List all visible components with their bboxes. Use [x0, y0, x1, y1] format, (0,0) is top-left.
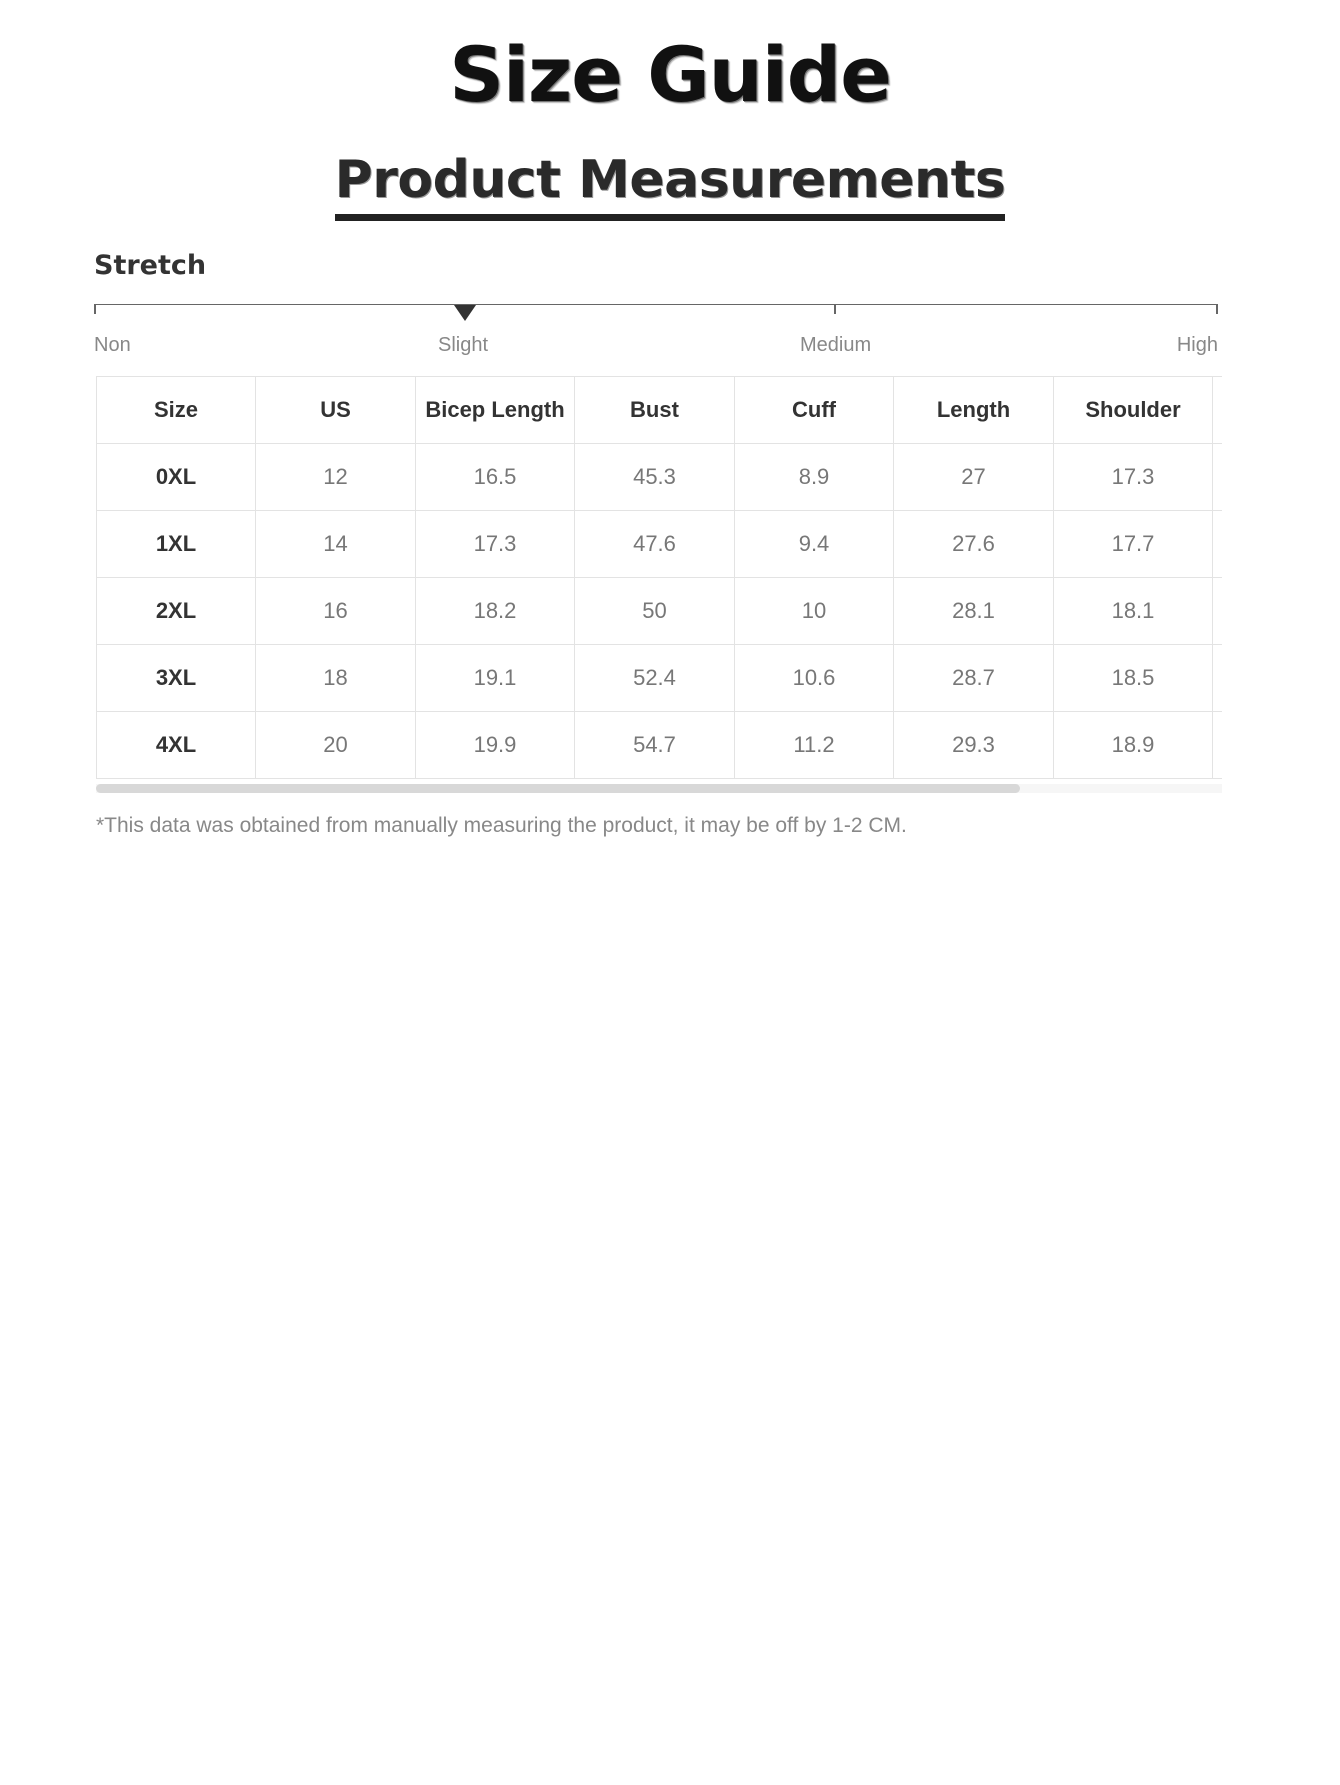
- table-cell: 8.9: [735, 444, 894, 511]
- table-cell: 47.6: [575, 511, 735, 578]
- table-cell: 16: [256, 578, 416, 645]
- page-title: Size Guide: [449, 30, 891, 119]
- size-table: [96, 376, 1222, 779]
- table-header-row: [97, 377, 1223, 444]
- table-cell: 16.5: [416, 444, 575, 511]
- table-cell: 28.7: [894, 645, 1054, 712]
- size-table-scroll[interactable]: [96, 376, 1222, 794]
- table-row: [97, 712, 1223, 779]
- section-subtitle: Product Measurements: [335, 150, 1006, 221]
- stretch-label: Stretch: [94, 250, 207, 281]
- table-cell: 17.3: [416, 511, 575, 578]
- table-cell: 17.3: [1054, 444, 1213, 511]
- table-cell: 11.2: [735, 712, 894, 779]
- table-cell: 50: [575, 578, 735, 645]
- table-cell: 14: [256, 511, 416, 578]
- table-cell: 10: [735, 578, 894, 645]
- table-cell: 52.4: [575, 645, 735, 712]
- table-cell: 18.5: [1054, 645, 1213, 712]
- table-cell: 20: [256, 712, 416, 779]
- stretch-level-high: High: [1176, 334, 1218, 356]
- subtitle-container: [0, 150, 1340, 221]
- table-cell: 18: [256, 645, 416, 712]
- table-cell: 29.3: [894, 712, 1054, 779]
- stretch-level-slight: Slight: [438, 334, 489, 356]
- scrollbar-thumb[interactable]: [96, 784, 1020, 793]
- table-cell: 18.1: [1054, 578, 1213, 645]
- table-cell: 17.7: [1054, 511, 1213, 578]
- table-cell: 54.7: [575, 712, 735, 779]
- table-row: [97, 645, 1223, 712]
- column-header: Bicep Length: [416, 377, 575, 444]
- table-cell-size: 2XL: [97, 578, 256, 645]
- column-header-overflow: [1213, 377, 1223, 444]
- table-cell: 18.2: [416, 578, 575, 645]
- column-header: Length: [894, 377, 1054, 444]
- table-cell: 19.9: [416, 712, 575, 779]
- stretch-marker-icon: [454, 305, 476, 321]
- table-cell-size: 3XL: [97, 645, 256, 712]
- table-cell-overflow: [1213, 578, 1223, 645]
- table-cell: 9.4: [735, 511, 894, 578]
- table-row: [97, 511, 1223, 578]
- stretch-tick-medium: [834, 304, 836, 314]
- stretch-tick-high: [1216, 304, 1218, 314]
- table-cell-size: 4XL: [97, 712, 256, 779]
- table-cell-overflow: [1213, 645, 1223, 712]
- stretch-scale: [94, 304, 1218, 364]
- table-cell-size: 1XL: [97, 511, 256, 578]
- measurement-note: *This data was obtained from manually measuring the product, it may be off by 1-2 CM.: [96, 814, 907, 837]
- table-cell: 28.1: [894, 578, 1054, 645]
- column-header: Cuff: [735, 377, 894, 444]
- horizontal-scrollbar[interactable]: [96, 784, 1222, 793]
- table-cell: 27: [894, 444, 1054, 511]
- stretch-level-medium: Medium: [800, 334, 872, 356]
- table-row: [97, 444, 1223, 511]
- table-cell: 45.3: [575, 444, 735, 511]
- stretch-level-non: Non: [94, 334, 131, 356]
- table-row: [97, 578, 1223, 645]
- table-cell-overflow: [1213, 712, 1223, 779]
- table-cell-overflow: [1213, 444, 1223, 511]
- table-cell: 10.6: [735, 645, 894, 712]
- table-cell: 19.1: [416, 645, 575, 712]
- table-cell: 27.6: [894, 511, 1054, 578]
- column-header: Bust: [575, 377, 735, 444]
- stretch-tick-non: [94, 304, 96, 314]
- stretch-scale-line: [94, 304, 1218, 305]
- table-cell: 18.9: [1054, 712, 1213, 779]
- table-cell-overflow: [1213, 511, 1223, 578]
- column-header: Size: [97, 377, 256, 444]
- table-cell-size: 0XL: [97, 444, 256, 511]
- table-cell: 12: [256, 444, 416, 511]
- column-header: Shoulder: [1054, 377, 1213, 444]
- column-header: US: [256, 377, 416, 444]
